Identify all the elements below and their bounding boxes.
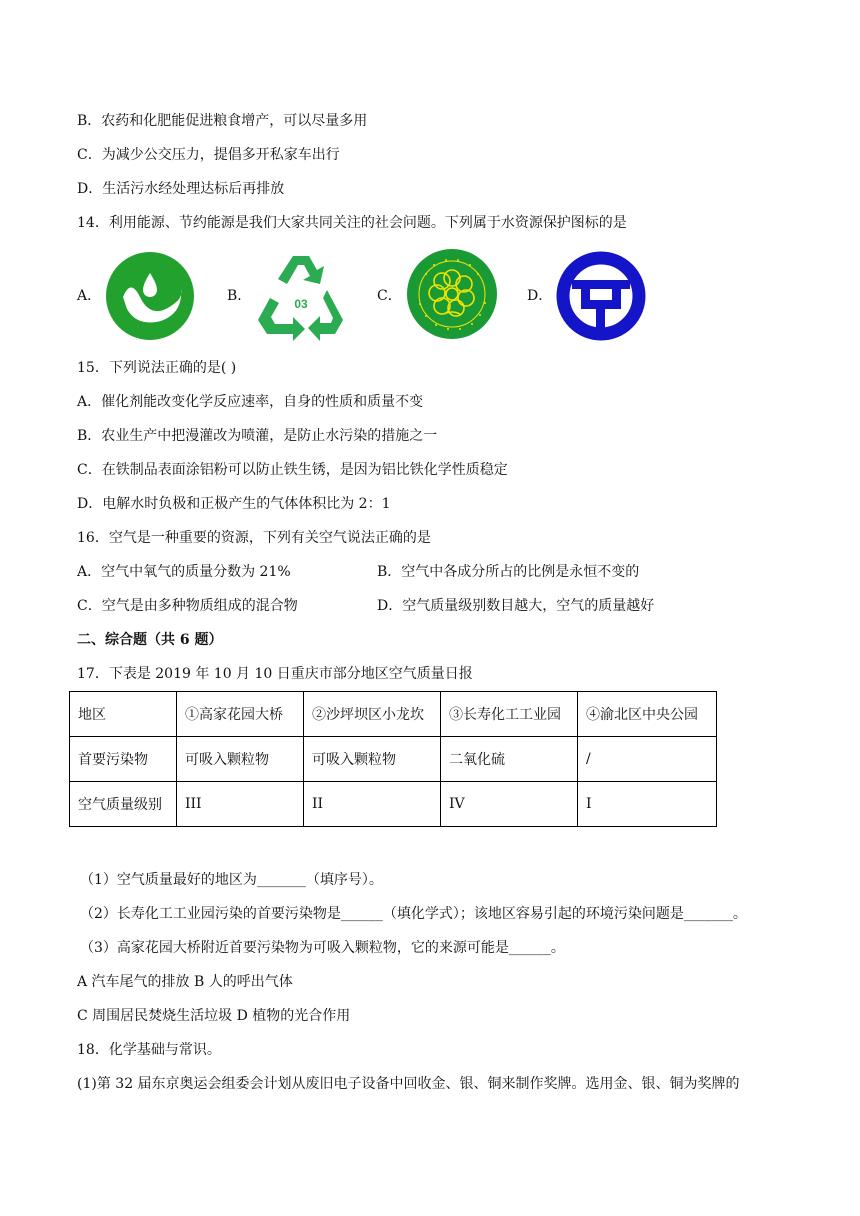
q17-options-ab: A 汽车尾气的排放 B 人的呼出气体 [77, 974, 293, 990]
option-label-b: B． [227, 288, 252, 304]
option-label-c: C． [377, 288, 402, 304]
air-quality-table [69, 691, 717, 827]
water-saving-icon [105, 251, 195, 341]
q13-option-d: D．生活污水经处理达标后再排放 [77, 181, 285, 197]
q18-stem: 18．化学基础与常识。 [77, 1042, 221, 1058]
table-cell: IV [441, 782, 578, 827]
table-cell: 可吸入颗粒物 [177, 737, 304, 782]
q15-option-a: A．催化剂能改变化学反应速率，自身的性质和质量不变 [77, 394, 424, 410]
table-cell: 二氧化硫 [441, 737, 578, 782]
table-row [70, 692, 717, 737]
q17-options-cd: C 周围居民焚烧生活垃圾 D 植物的光合作用 [77, 1008, 351, 1024]
table-cell: 首要污染物 [70, 737, 177, 782]
q15-option-b: B．农业生产中把漫灌改为喷灌，是防止水污染的措施之一 [77, 428, 438, 444]
table-row [70, 737, 717, 782]
option-label-a: A． [77, 288, 102, 304]
table-cell: 地区 [70, 692, 177, 737]
q14-stem: 14．利用能源、节约能源是我们大家共同关注的社会问题。下列属于水资源保护图标的是 [77, 215, 627, 231]
q16-options-row-1 [77, 562, 820, 582]
q16-option-d: D．空气质量级别数目越大，空气的质量越好 [377, 598, 655, 614]
recycle-number: 03 [294, 297, 308, 311]
q17-stem: 17．下表是 2019 年 10 月 10 日重庆市部分地区空气质量日报 [77, 666, 473, 682]
table-cell: ②沙坪坝区小龙坎 [304, 692, 441, 737]
table-cell: I [578, 782, 717, 827]
q18-part-1: (1)第 32 届东京奥运会组委会计划从废旧电子设备中回收金、银、铜来制作奖牌。选用金、银、铜为奖牌的 [77, 1076, 740, 1092]
table-cell: / [578, 737, 717, 782]
q16-options-row-2 [77, 596, 820, 616]
q14-icon-options [77, 250, 697, 342]
table-cell: 空气质量级别 [70, 782, 177, 827]
q15-option-c: C．在铁制品表面涂铝粉可以防止铁生锈，是因为铝比铁化学性质稳定 [77, 462, 508, 478]
q13-option-b: B．农药和化肥能促进粮食增产，可以尽量多用 [77, 113, 368, 129]
table-cell: II [304, 782, 441, 827]
environmental-label-icon [406, 248, 498, 340]
table-cell: ③长寿化工工业园 [441, 692, 578, 737]
table-cell: ①高家花园大桥 [177, 692, 304, 737]
recycle-icon [253, 250, 349, 342]
q16-option-a: A．空气中氧气的质量分数为 21% [77, 564, 291, 580]
q17-part-3: （3）高家花园大桥附近首要污染物为可吸入颗粒物，它的来源可能是______。 [80, 940, 565, 956]
q13-option-c: C．为减少公交压力，提倡多开私家车出行 [77, 147, 340, 163]
q17-part-1: （1）空气质量最好的地区为_______（填序号）。 [80, 872, 383, 888]
table-cell: 可吸入颗粒物 [304, 737, 441, 782]
q15-stem: 15．下列说法正确的是( ) [77, 360, 237, 376]
q16-stem: 16．空气是一种重要的资源，下列有关空气说法正确的是 [77, 530, 431, 546]
q16-option-b: B．空气中各成分所占的比例是永恒不变的 [377, 564, 640, 580]
table-cell: III [177, 782, 304, 827]
option-label-d: D． [527, 288, 553, 304]
section-heading: 二、综合题（共 6 题） [77, 632, 223, 648]
q15-option-d: D．电解水时负极和正极产生的气体体积比为 2：1 [77, 496, 391, 512]
table-row [70, 782, 717, 827]
public-facility-icon [555, 250, 647, 342]
table-cell: ④渝北区中央公园 [578, 692, 717, 737]
q17-part-2: （2）长寿化工工业园污染的首要污染物是______（填化学式）；该地区容易引起的环境污染问题是_______。 [80, 906, 747, 922]
q16-option-c: C．空气是由多种物质组成的混合物 [77, 598, 298, 614]
